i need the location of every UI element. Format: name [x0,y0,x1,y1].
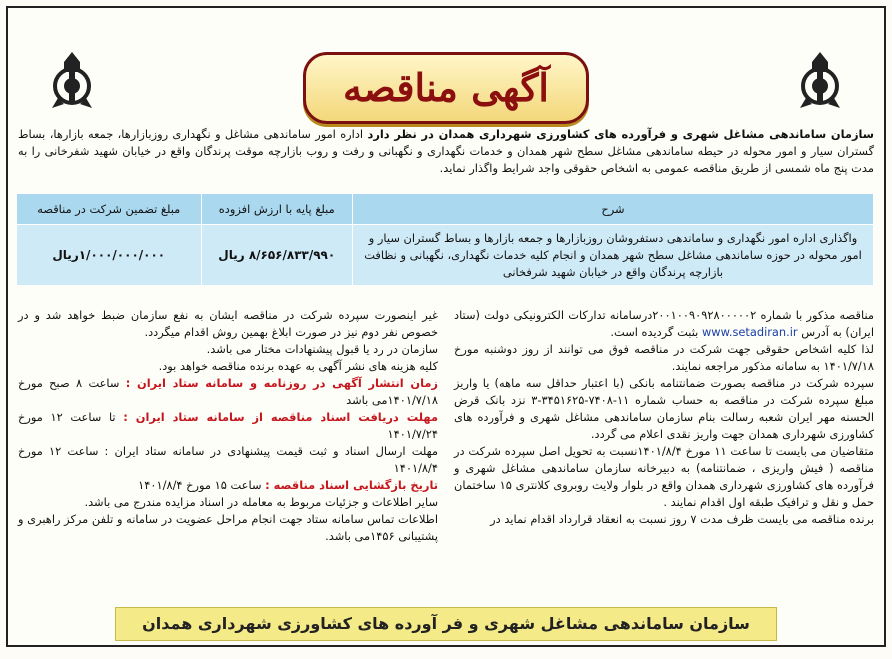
footer-text: سازمان ساماندهی مشاغل شهری و فر آورده های کشاورزی شهرداری همدان [142,614,750,633]
costs-paragraph: کلیه هزینه های نشر آگهی به عهده برنده مناقصه خواهد بود. [158,359,438,373]
organization-name: سازمان ساماندهی مشاغل شهری و فرآورده های کشاورزی شهرداری همدان در نظر دارد [367,127,875,141]
municipality-logo-icon [42,48,102,112]
municipality-logo-icon [790,48,850,112]
table-header-row [17,194,874,225]
footer-bar [115,607,777,641]
download-deadline [18,409,438,443]
registration-paragraph [454,307,874,341]
tender-table [16,193,874,286]
opening-date-label: تاریخ بازگشایی اسناد مناقصه : [265,478,438,492]
cell-guarantee: ۱/۰۰۰/۰۰۰/۰۰۰ریال [17,225,202,286]
intro-paragraph [18,126,874,177]
right-column [454,307,874,528]
header-description: شرح [353,194,874,225]
contract-paragraph: برنده مناقصه می بایست ظرف مدت ۷ روز نسبت به انعقاد قرارداد اقدام نماید در [490,512,874,526]
intro-text: اداره امور ساماندهی مشاغل و نگهداری روزبازارها، جمعه بازارها، بساط گستران سیار و امور محوله در حیطه ساماندهی مشاغل سطح شهر همدان و خدمات نگهداری و نگهبانی و رفت و روب بازارچه موقت پرندگان واقع در خیابان شهید شفرخانی را به مدت پنج ماه شمسی از طریق مناقصه عمومی به اشخاص حقوقی واجد شرایط واگذار نماید. [18,127,874,175]
publish-time-label: زمان انتشار آگهی در روزنامه و سامانه ستاد ایران : [125,376,438,390]
contact-paragraph: اطلاعات تماس سامانه ستاد جهت انجام مراحل عضویت در سامانه و تلفن مرکز راهبری و پشتیبانی ۱۴۵۶می باشد. [18,512,438,543]
submission-deadline: مهلت ارسال اسناد و ثبت قیمت پیشنهادی در سامانه ستاد ایران : ساعت ۱۲ مورخ ۱۴۰۱/۸/۴ [18,444,438,475]
download-deadline-label: مهلت دریافت اسناد مناقصه از سامانه ستاد ایران : [123,410,438,424]
publish-time [18,375,438,409]
participation-paragraph: لذا کلیه اشخاص حقوقی جهت شرکت در مناقصه فوق می توانند از روز دوشنبه مورخ ۱۴۰۱/۷/۱۸ به سامانه مذکور مراجعه نمایند. [454,342,874,373]
opening-date [18,477,438,494]
table-row [17,225,874,286]
cell-description: واگذاری اداره امور نگهداری و ساماندهی دستفروشان روزبازارها و جمعه بازارها و بساط گستران سیار و امور محوله در حوزه ساماندهی مشاغل سطح شهر همدان و انجام کلیه خدمات نگهداری، نگهبانی و نظافت بازارچه پرندگان واقع در خیابان شهید شرفخانی [353,225,874,286]
forfeit-paragraph: غیر اینصورت سپرده شرکت در مناقصه ایشان به نفع سازمان ضبط خواهد شد و در خصوص نفر دوم نیز در صورت ابلاغ بهمین روش اقدام میگردد. [18,308,438,339]
details-paragraph: سایر اطلاعات و جزئیات مربوط به معامله در اسناد مزایده مندرج می باشد. [84,495,438,509]
body-columns [18,307,874,599]
registration-text-end: بثبت گردیده است. [610,325,699,339]
setadiran-link[interactable]: www.setadiran.ir [701,325,798,339]
opening-date-value: ساعت ۱۵ مورخ ۱۴۰۱/۸/۴ [138,478,262,492]
cell-base-amount: ۸/۶۵۶/۸۳۳/۹۹۰ ریال [201,225,352,286]
page-title: آگهی مناقصه [343,65,549,110]
deposit-paragraph: سپرده شرکت در مناقصه بصورت ضمانتنامه بانکی (با اعتبار حداقل سه ماهه) یا واریز مبلغ سپرده شرکت در مناقصه به حساب شماره ۱۱-۷۴۰۸-۳۴۵۱۶۲۵-۳ نزد بانک قرض الحسنه مهر ایران شعبه رسالت بنام سازمان ساماندهی مشاغل شهری و فرآورده های کشاورزی شهرداری همدان جهت واریز نقدی اعلام می گردد. [454,376,874,441]
header-base-amount: مبلغ پایه با ارزش افزوده [201,194,352,225]
publish-time-value: ساعت ۸ صبح مورخ ۱۴۰۱/۷/۱۸می باشد [18,376,438,407]
rights-paragraph: سازمان در رد یا قبول پیشنهادات مختار می باشد. [206,342,438,356]
left-column [18,307,438,545]
download-deadline-value: تا ساعت ۱۲ مورخ ۱۴۰۱/۷/۲۴ [18,410,438,441]
submission-paragraph: متقاضیان می بایست تا ساعت ۱۱ مورخ ۱۴۰۱/۸/۴نسبت به تحویل اصل سپرده شرکت در مناقصه ( فیش واریزی ، ضمانتنامه) به دبیرخانه سازمان ساماندهی مشاغل شهری و فرآورده های کشاورزی شهرداری همدان واقع در بلوار ولایت روبروی کلانتری ۱۵ ساختمان حمل و نقل و ترافیک طبقه اول اقدام نمایند . [454,444,874,509]
title-banner [303,52,589,124]
registration-text: مناقصه مذکور با شماره ۲۰۰۱۰۰۹۰۹۲۸۰۰۰۰۰۲درسامانه تدارکات الکترونیکی دولت (ستاد ایران) به آدرس [454,308,874,339]
tender-notice [6,6,886,647]
header-guarantee: مبلغ تضمین شرکت در مناقصه [17,194,202,225]
